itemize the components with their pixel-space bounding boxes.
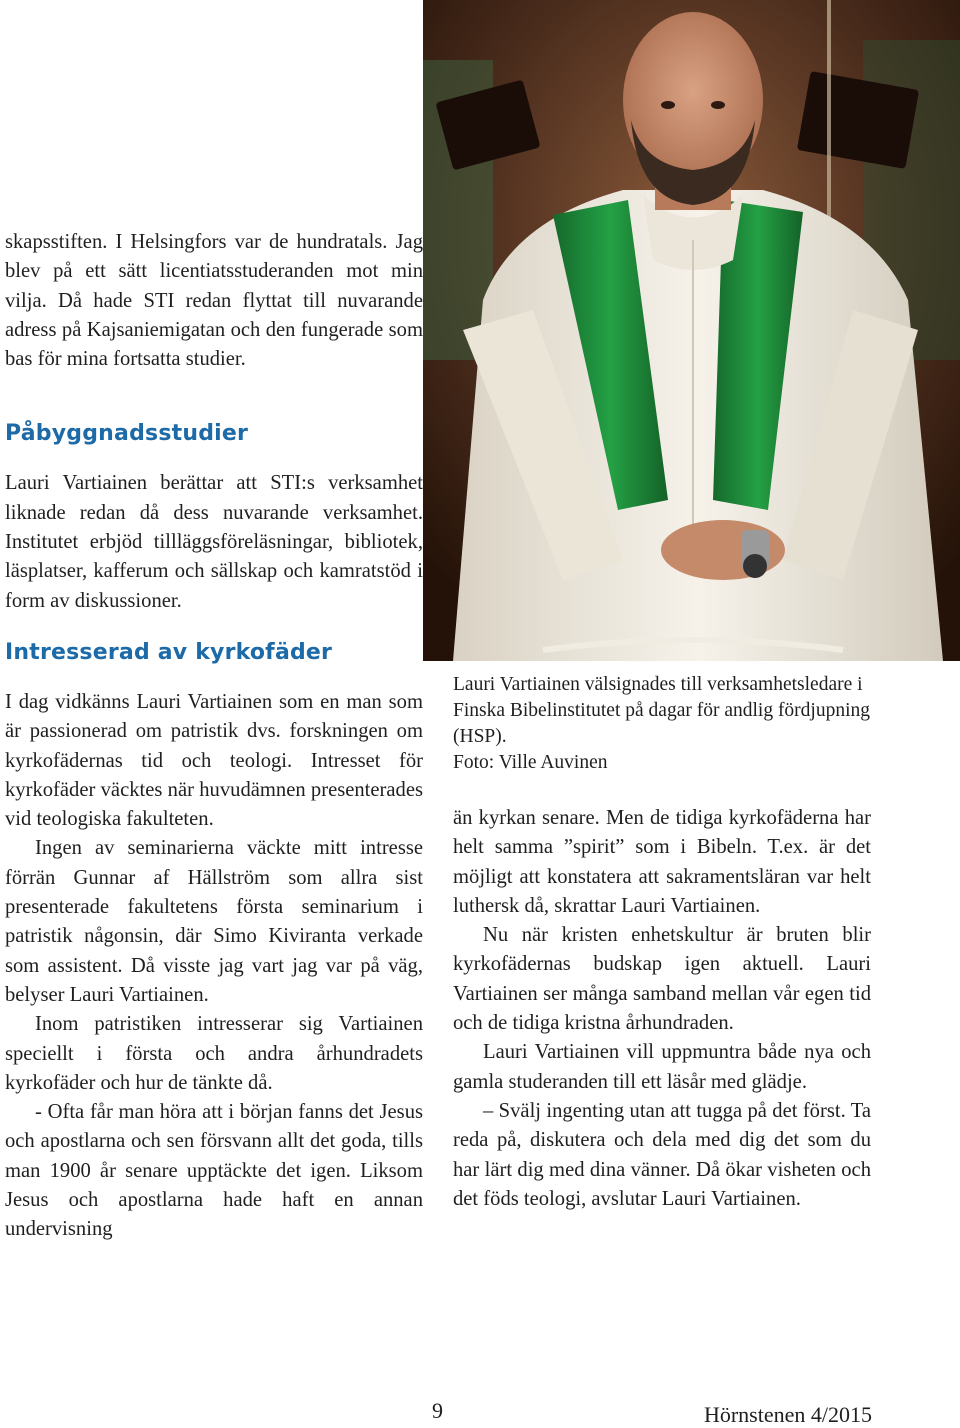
body-paragraph: Ingen av seminarierna väckte mitt intresse förrän Gunnar af Hällström som allra sist presenterade fakultetens första seminarium i patristik någonsin, där Simo Kiviranta verkade som assistent. Då visste jag vart jag var på väg, belyser Lauri Vartiainen. [5,837,423,1006]
body-paragraph: I dag vidkänns Lauri Vartiainen som en man som är passionerad om patristik dvs. forskningen om kyrkofädernas tid och teologi. Intresset för kyrkofäder väcktes när huvudämnen presenterades vid teologiska fakulteten. [5,690,423,831]
body-paragraph: - Ofta får man höra att i början fanns det Jesus och apostlarna och sen försvann allt det goda, tills man 1900 år senare upptäckte det igen. Liksom Jesus och apostlarna hade haft en annan undervisning [5,1101,423,1241]
intro-paragraph: skapsstiften. I Helsingfors var de hundratals. Jag blev på ett sätt licentiatsstuderanden mot min vilja. Då hade STI redan flyttat till nuvarande adress på Kajsaniemigatan och den fungerade som bas för mina fortsatta studier. [5,231,423,371]
body-paragraph: – Svälj ingenting utan att tugga på det först. Ta reda på, diskutera och dela med dig det som du har lärt dig med dina vänner. Då ökar visheten och det föds teologi, avslutar Lauri Vartiainen. [453,1099,871,1210]
page-number: 9 [432,1398,443,1423]
body-paragraph: än kyrkan senare. Men de tidiga kyrkofäderna har helt samma ”spirit” som i Bibeln. T.ex. är det möjligt att konstatera att sakramentsläran var helt luthersk då, skrattar Lauri Vartiainen. [453,807,871,917]
left-column [5,228,423,1245]
body-paragraph: Inom patristiken intresserar sig Vartiainen speciellt i första och andra århundradets kyrkofäder och hur de tänkte då. [5,1013,423,1094]
photo-caption [453,672,871,776]
body-paragraph: Nu när kristen enhetskultur är bruten blir kyrkofädernas budskap igen aktuell. Lauri Vartiainen ser många samband mellan vår egen tid och de tidiga kristna århundraden. [453,924,871,1035]
caption-text: Lauri Vartiainen välsignades till verksamhetsledare i Finska Bibelinstitutet på dagar för andlig fördjupning (HSP). [453,674,871,747]
section-heading-paabyggnadsstudier: Påbyggnadsstudier [5,421,249,447]
right-column [453,672,871,1214]
body-paragraph: Lauri Vartiainen berättar att STI:s verksamhet liknade redan då dess nuvarande verksamhet. Institutet erbjöd tillläggsföreläsningar, bibliotek, läsplatser, kafferum och sällskap och kamratstöd i form av diskussioner. [5,472,423,612]
portrait-photo [423,0,960,661]
section-heading-intresserad: Intresserad av kyrkofäder [5,639,333,665]
photo-credit: Foto: Ville Auvinen [453,752,608,773]
journal-issue: Hörnstenen 4/2015 [703,1402,872,1427]
body-paragraph: Lauri Vartiainen vill uppmuntra både nya och gamla studeranden till ett läsår med glädje. [453,1041,871,1093]
